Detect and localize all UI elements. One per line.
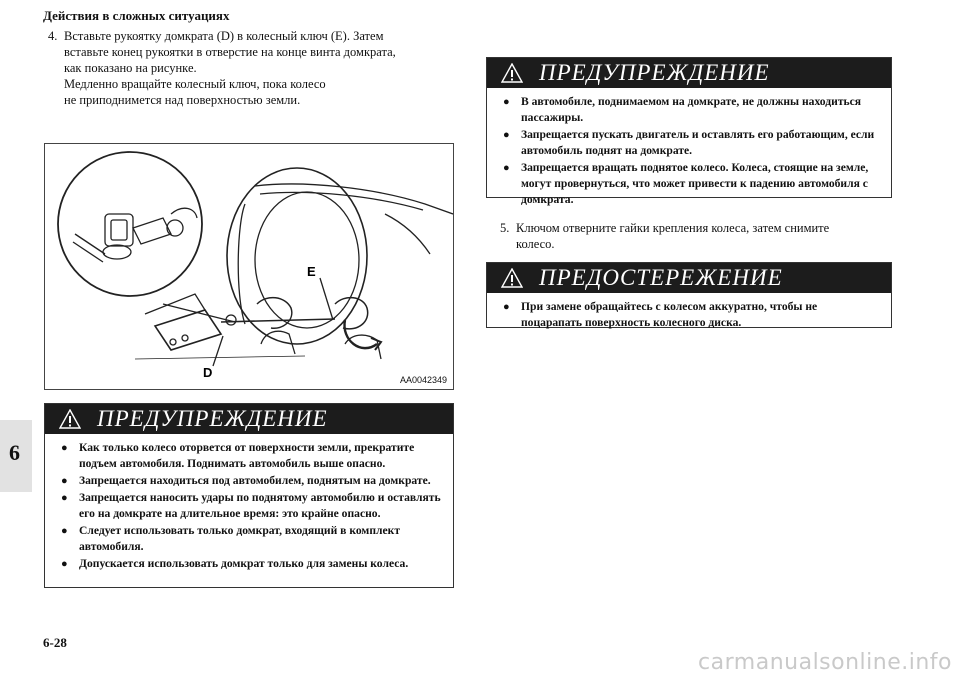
label-d: D [203,365,213,380]
warning-title-bar [45,404,453,434]
step-5-line: Ключом отверните гайки крепления колеса, затем снимите [516,221,830,235]
warning-item [57,556,441,572]
chapter-number: 6 [9,440,20,465]
step-4-number: 4. [48,29,58,43]
warning-triangle-icon [59,409,81,429]
section-header: Действия в сложных ситуациях [43,8,230,23]
warning-item-text: Следует использовать только домкрат, входящий в комплект автомобиля. [79,524,401,553]
warning-title: ПРЕДУПРЕЖДЕНИЕ [539,60,770,85]
warning-title-bar [487,58,891,88]
step-4-line: как показано на рисунке. [64,61,197,75]
step-4-line: не приподнимется над поверхностью земли. [64,93,301,107]
warning-title: ПРЕДУПРЕЖДЕНИЕ [97,406,328,431]
bullet-icon: ● [503,301,510,313]
figure-code: AA0042349 [399,375,447,385]
warning-item-text: Запрещается наносить удары по поднятому автомобилю и оставлять его на домкрате на длительное время: это крайне опасно. [79,491,441,520]
step-4-line: вставьте конец рукоятки в отверстие на конце винта домкрата, [64,45,396,59]
caution-item [499,299,879,331]
step-4-line: Медленно вращайте колесный ключ, пока колесо [64,77,326,91]
step-5-line: колесо. [516,237,555,251]
bullet-icon: ● [503,129,510,141]
warning-item-text: Как только колесо оторвется от поверхности земли, прекратите подъем автомобиля. Поднимать автомобиль выше опасно. [79,441,415,470]
warning-item [499,160,879,208]
caution-item-text: При замене обращайтесь с колесом аккуратно, чтобы не поцарапать поверхность колесного диска. [521,300,818,329]
step-4 [48,28,458,108]
warning-item [499,127,879,159]
bullet-icon: ● [61,558,68,570]
caution-title: ПРЕДОСТЕРЕЖЕНИЕ [539,265,783,290]
warning-box-left [44,403,454,588]
page-number: 6-28 [43,635,67,650]
bullet-icon: ● [503,162,510,174]
warning-item-text: Запрещается вращать поднятое колесо. Колеса, стоящие на земле, могут провернуться, что может привести к падению автомобиля с домкрата. [521,161,869,206]
warning-box-right [486,57,892,206]
caution-title-bar [487,263,891,293]
bullet-icon: ● [61,442,68,454]
caution-triangle-icon [501,268,523,288]
step-5-number: 5. [500,221,510,235]
warning-item-text: Допускается использовать домкрат только для замены колеса. [79,557,409,570]
bullet-icon: ● [61,525,68,537]
warning-item [57,440,441,472]
bullet-icon: ● [503,96,510,108]
bullet-icon: ● [61,492,68,504]
jack-drawing [45,144,453,389]
warning-item [57,523,441,555]
label-e: E [307,264,316,279]
step-4-line: Вставьте рукоятку домкрата (D) в колесный ключ (E). Затем [64,29,384,43]
warning-item-text: Запрещается находиться под автомобилем, поднятым на домкрате. [79,474,431,487]
warning-item-text: Запрещается пускать двигатель и оставлять его работающим, если автомобиль поднят на домкрате. [521,128,875,157]
caution-box [486,262,892,328]
watermark: carmanualsonline.info [698,650,952,675]
warning-item [499,94,879,126]
step-5 [500,220,900,252]
warning-triangle-icon [501,63,523,83]
warning-item-text: В автомобиле, поднимаемом на домкрате, не должны находиться пассажиры. [521,95,862,124]
warning-item [57,490,441,522]
warning-item [57,473,441,489]
jack-illustration [44,143,454,390]
bullet-icon: ● [61,475,68,487]
